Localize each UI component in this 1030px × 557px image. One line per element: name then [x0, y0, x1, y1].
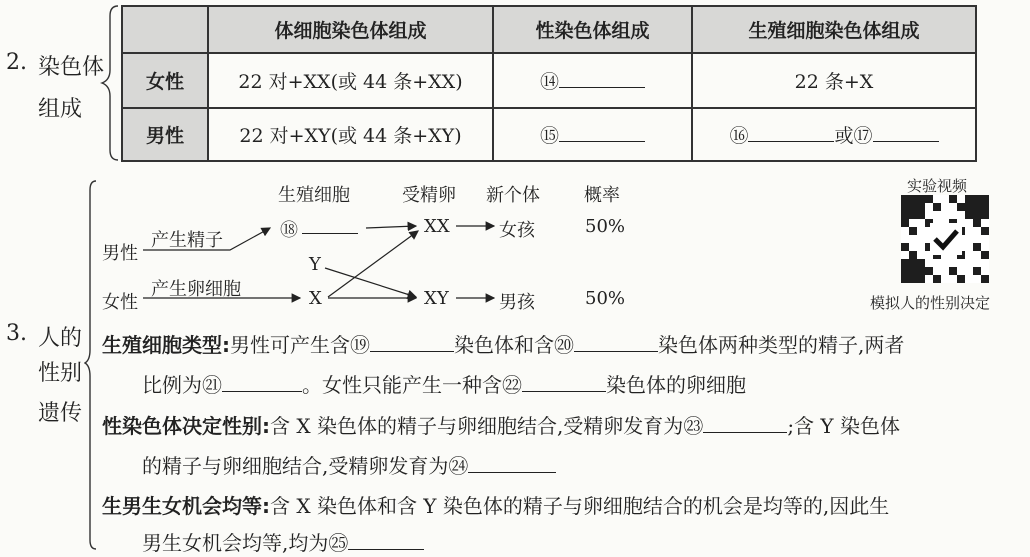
marker-17: ⑰	[853, 125, 873, 147]
section3-number: 3.	[6, 321, 27, 346]
male-gamete[interactable]	[692, 108, 976, 161]
section2-title-line2: 组成	[38, 97, 83, 122]
marker-22: ㉒	[502, 373, 522, 397]
header-sex-chromosome: 性染色体组成	[493, 6, 692, 53]
paragraph-gamete-types-line2	[142, 369, 746, 398]
qr-module	[981, 211, 989, 219]
produce-sperm: 产生精子	[151, 230, 223, 251]
blank-23[interactable]	[703, 411, 787, 433]
qr-module	[909, 275, 917, 283]
marker-20: ⑳	[554, 333, 574, 357]
qr-module	[909, 251, 917, 259]
female-somatic: 22 对+XX(或 44 条+XX)	[208, 53, 493, 108]
qr-module	[973, 243, 981, 251]
qr-module	[917, 259, 925, 267]
text: 含 X 染色体和含 Y 染色体的精子与卵细胞结合的机会是均等的,因此生	[270, 494, 890, 518]
blank-24[interactable]	[468, 451, 556, 473]
egg-x: X	[309, 288, 322, 309]
qr-module	[973, 219, 981, 227]
qr-module	[901, 267, 909, 275]
qr-module	[973, 211, 981, 219]
paragraph-equal-chance-line1	[102, 490, 889, 519]
qr-module	[901, 195, 909, 203]
qr-module	[973, 267, 981, 275]
qr-module	[925, 195, 933, 203]
col-probability: 概率	[584, 185, 620, 206]
blank-19[interactable]	[370, 330, 454, 352]
qr-module	[909, 259, 917, 267]
col-germ-cell: 生殖细胞	[278, 185, 350, 206]
qr-module	[973, 195, 981, 203]
qr-module	[917, 267, 925, 275]
heading-equal-chance: 生男生女机会均等:	[102, 494, 270, 518]
col-zygote: 受精卵	[402, 185, 456, 206]
header-somatic: 体细胞染色体组成	[208, 6, 493, 53]
zygote-xy: XY	[424, 288, 449, 309]
qr-module	[917, 195, 925, 203]
section3-title-line3: 遗传	[38, 401, 83, 426]
qr-module	[933, 203, 941, 211]
qr-module	[981, 195, 989, 203]
text: 男性可产生含	[230, 333, 350, 357]
marker-14: ⑭	[539, 71, 559, 93]
qr-module	[909, 227, 917, 235]
marker-23: ㉓	[683, 414, 704, 438]
female-gamete: 22 条+X	[692, 53, 976, 108]
qr-title: 实验视频	[907, 177, 968, 195]
text: 染色体两种类型的精子,两者	[658, 333, 905, 357]
qr-module	[909, 203, 917, 211]
inheritance-diagram-lines	[0, 0, 700, 320]
qr-module	[909, 211, 917, 219]
qr-module	[917, 203, 925, 211]
heading-sex-determination: 性染色体决定性别:	[102, 414, 270, 438]
blank-22[interactable]	[522, 370, 606, 392]
paragraph-gamete-types-line1	[102, 329, 904, 358]
qr-module	[965, 211, 973, 219]
qr-module	[957, 275, 965, 283]
qr-module	[909, 267, 917, 275]
section3-title-line1: 人的	[38, 326, 83, 351]
blank-21[interactable]	[222, 370, 302, 392]
marker-25: ㉕	[328, 531, 349, 555]
text: 比例为	[142, 373, 202, 397]
text: 染色体和含	[454, 333, 554, 357]
prob-girl: 50%	[585, 216, 626, 237]
marker-18: ⑱	[280, 220, 298, 241]
paragraph-equal-chance-line2	[142, 527, 424, 556]
qr-module	[981, 251, 989, 259]
row-label-female: 女性	[122, 53, 208, 108]
section2-title-line1: 染色体	[38, 55, 105, 80]
section2-number: 2.	[6, 50, 27, 75]
qr-module	[949, 195, 957, 203]
prob-boy: 50%	[585, 288, 626, 309]
checkmark-icon	[930, 223, 962, 255]
qr-module	[917, 211, 925, 219]
paragraph-sex-determination-line1	[102, 410, 900, 439]
qr-module	[973, 203, 981, 211]
result-girl: 女孩	[499, 220, 535, 241]
marker-24: ㉔	[448, 454, 469, 478]
blank-16[interactable]	[748, 121, 834, 142]
text: 的精子与卵细胞结合,受精卵发育为	[142, 454, 449, 478]
text: 含 X 染色体的精子与卵细胞结合,受精卵发育为	[270, 414, 684, 438]
qr-module	[917, 275, 925, 283]
marker-19: ⑲	[350, 333, 370, 357]
produce-egg: 产生卵细胞	[151, 279, 241, 300]
qr-module	[949, 267, 957, 275]
qr-module	[933, 275, 941, 283]
qr-module	[909, 195, 917, 203]
marker-15: ⑮	[539, 125, 559, 147]
text: 男生女机会均等,均为	[142, 531, 329, 555]
qr-caption: 模拟人的性别决定	[870, 294, 991, 312]
qr-module	[981, 275, 989, 283]
blank-17[interactable]	[873, 121, 939, 142]
section3-title-line2: 性别	[38, 361, 83, 386]
marker-16: ⑯	[729, 125, 749, 147]
result-boy: 男孩	[499, 292, 535, 313]
qr-module	[901, 219, 909, 227]
qr-module	[981, 203, 989, 211]
diagram-male: 男性	[102, 243, 138, 264]
qr-module	[901, 259, 909, 267]
qr-module	[901, 211, 909, 219]
marker-21: ㉑	[202, 373, 222, 397]
row-label-male: 男性	[122, 108, 208, 161]
or-word: 或	[834, 125, 854, 147]
blank-20[interactable]	[574, 330, 658, 352]
text: ;含 Y 染色体	[787, 414, 900, 438]
blank-25[interactable]	[348, 528, 424, 550]
paragraph-sex-determination-line2	[142, 450, 556, 479]
qr-module	[901, 243, 909, 251]
qr-module	[965, 195, 973, 203]
col-new-individual: 新个体	[486, 185, 540, 206]
sperm-y: Y	[309, 254, 321, 275]
qr-module	[981, 227, 989, 235]
heading-gamete-types: 生殖细胞类型:	[102, 333, 230, 357]
text: 。女性只能产生一种含	[302, 373, 502, 397]
qr-module	[925, 267, 933, 275]
qr-module	[901, 275, 909, 283]
qr-module	[957, 203, 965, 211]
text: 染色体的卵细胞	[606, 373, 746, 397]
qr-module	[965, 203, 973, 211]
zygote-xx: XX	[424, 216, 450, 237]
male-somatic: 22 对+XY(或 44 条+XY)	[208, 108, 493, 161]
diagram-female: 女性	[102, 292, 138, 313]
header-gamete: 生殖细胞染色体组成	[692, 6, 976, 53]
qr-module	[901, 203, 909, 211]
